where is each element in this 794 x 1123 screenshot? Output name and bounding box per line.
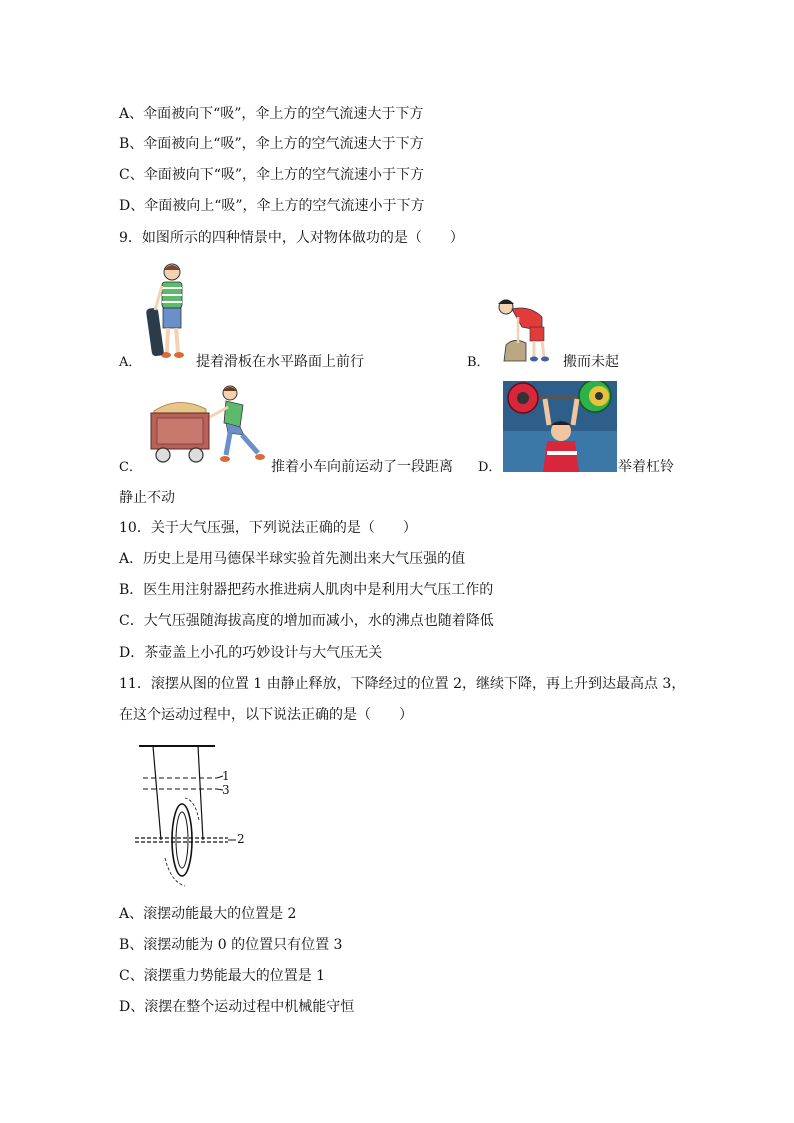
q11-stem-line2: 在这个运动过程中，以下说法正确的是（ ） [119,707,413,723]
q9-option-b-text: 搬而未起 [563,354,619,370]
q11-option-a: A、滚摆动能最大的位置是 2 [119,906,297,922]
q9-option-b-label: B． [467,355,490,370]
q11-option-d: D、滚摆在整个运动过程中机械能守恒 [119,999,355,1015]
q9-option-d-text: 举着杠铃 [618,459,674,475]
position-3-label: 3 [222,783,230,797]
maxwell-wheel-drawing [133,740,253,890]
q10-option-a: A．历史上是用马德保半球实验首先测出来大气压强的值 [119,551,466,567]
q9-option-a-text: 提着滑板在水平路面上前行 [196,354,364,370]
q10-option-c: C．大气压强随海拔高度的增加而减小，水的沸点也随着降低 [119,613,494,629]
q11-option-c: C、滚摆重力势能最大的位置是 1 [119,968,326,984]
q10-option-d: D．茶壶盖上小孔的巧妙设计与大气压无关 [119,645,383,661]
q9-option-d-label: D． [478,460,502,475]
q8-option-c: C、伞面被向下“吸”，伞上方的空气流速小于下方 [119,167,425,183]
q9-stem: 9．如图所示的四种情景中，人对物体做功的是（ ） [119,230,464,246]
position-1-label: 1 [222,769,230,783]
weightlifter-photo [503,381,617,472]
q9-option-c-text: 推着小车向前运动了一段距离 [271,459,453,475]
q10-stem: 10．关于大气压强，下列说法正确的是（ ） [119,520,417,536]
boy-with-skateboard-image [145,260,195,365]
q8-option-a: A、伞面被向下“吸”，伞上方的空气流速大于下方 [119,106,424,122]
girl-lifting-bag-image [492,295,562,365]
q9-option-a-label: A． [119,355,142,370]
q11-option-b: B、滚摆动能为 0 的位置只有位置 3 [119,937,343,953]
q8-option-b: B、伞面被向上“吸”，伞上方的空气流速大于下方 [119,136,424,152]
q9-option-d-continuation: 静止不动 [119,490,175,506]
q11-stem-line1: 11．滚摆从图的位置 1 由静止释放，下降经过的位置 2，继续下降，再上升到达最高点 3， [119,676,686,692]
maxwell-wheel-diagram [133,740,253,890]
q8-option-d: D、伞面被向上“吸”，伞上方的空气流速小于下方 [119,198,425,214]
q9-option-c-label: C． [119,460,142,475]
position-2-label: 2 [237,832,245,846]
q10-option-b: B．医生用注射器把药水推进病人肌肉中是利用大气压工作的 [119,582,494,598]
boy-pushing-cart-image [148,383,268,466]
